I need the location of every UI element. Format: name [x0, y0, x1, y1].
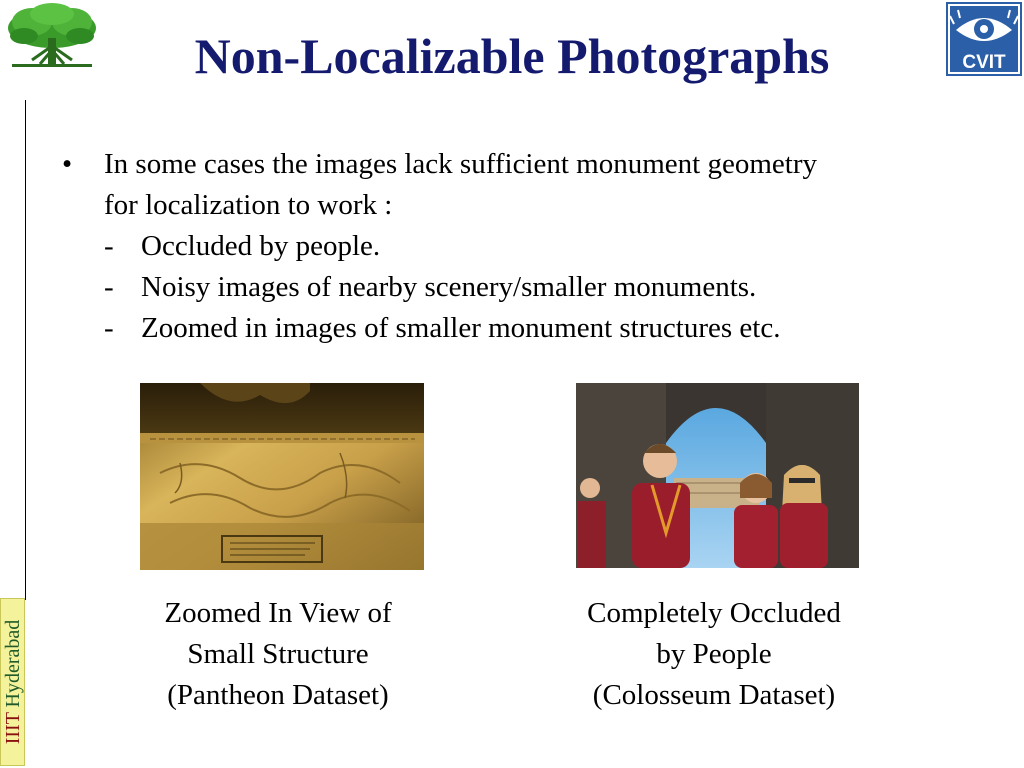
caption-line: (Colosseum Dataset) [592, 679, 836, 711]
sub-dash: - [104, 230, 114, 262]
sub-item-text: Occluded by people. [141, 230, 381, 262]
iiit-hyderabad-tag [0, 598, 25, 766]
sub-item-text: Zoomed in images of smaller monument structures etc. [141, 312, 781, 344]
colosseum-photo [576, 383, 859, 568]
caption-line: (Pantheon Dataset) [167, 679, 389, 711]
bullet-item [60, 144, 960, 185]
caption-colosseum [544, 593, 884, 716]
left-divider [25, 100, 26, 600]
pantheon-photo [140, 383, 424, 570]
sub-dash: - [104, 271, 114, 303]
sub-item-occluded [60, 226, 960, 267]
bullet-list [60, 144, 960, 349]
bullet-text-line1: In some cases the images lack sufficient monument geometry [104, 148, 817, 180]
slide-title: Non-Localizable Photographs [194, 28, 830, 84]
cvit-logo-icon [946, 2, 1022, 76]
sub-item-noisy [60, 267, 960, 308]
sub-item-zoomed [60, 308, 960, 349]
hyderabad-text: Hyderabad [1, 619, 24, 708]
iiit-hyderabad-label [2, 620, 24, 745]
bullet-text-line2: for localization to work : [104, 189, 393, 221]
caption-pantheon [108, 593, 448, 716]
tree-logo-icon [2, 2, 102, 70]
bullet-item-continued [60, 185, 960, 226]
iiit-text: IIIT [1, 712, 24, 745]
sub-dash: - [104, 312, 114, 344]
cvit-logo-text: CVIT [962, 52, 1006, 73]
caption-line: Small Structure [187, 638, 369, 670]
bullet-marker: • [62, 148, 73, 180]
caption-line: by People [656, 638, 772, 670]
sub-item-text: Noisy images of nearby scenery/smaller monuments. [141, 271, 757, 303]
caption-line: Completely Occluded [587, 597, 841, 629]
caption-line: Zoomed In View of [164, 597, 392, 629]
